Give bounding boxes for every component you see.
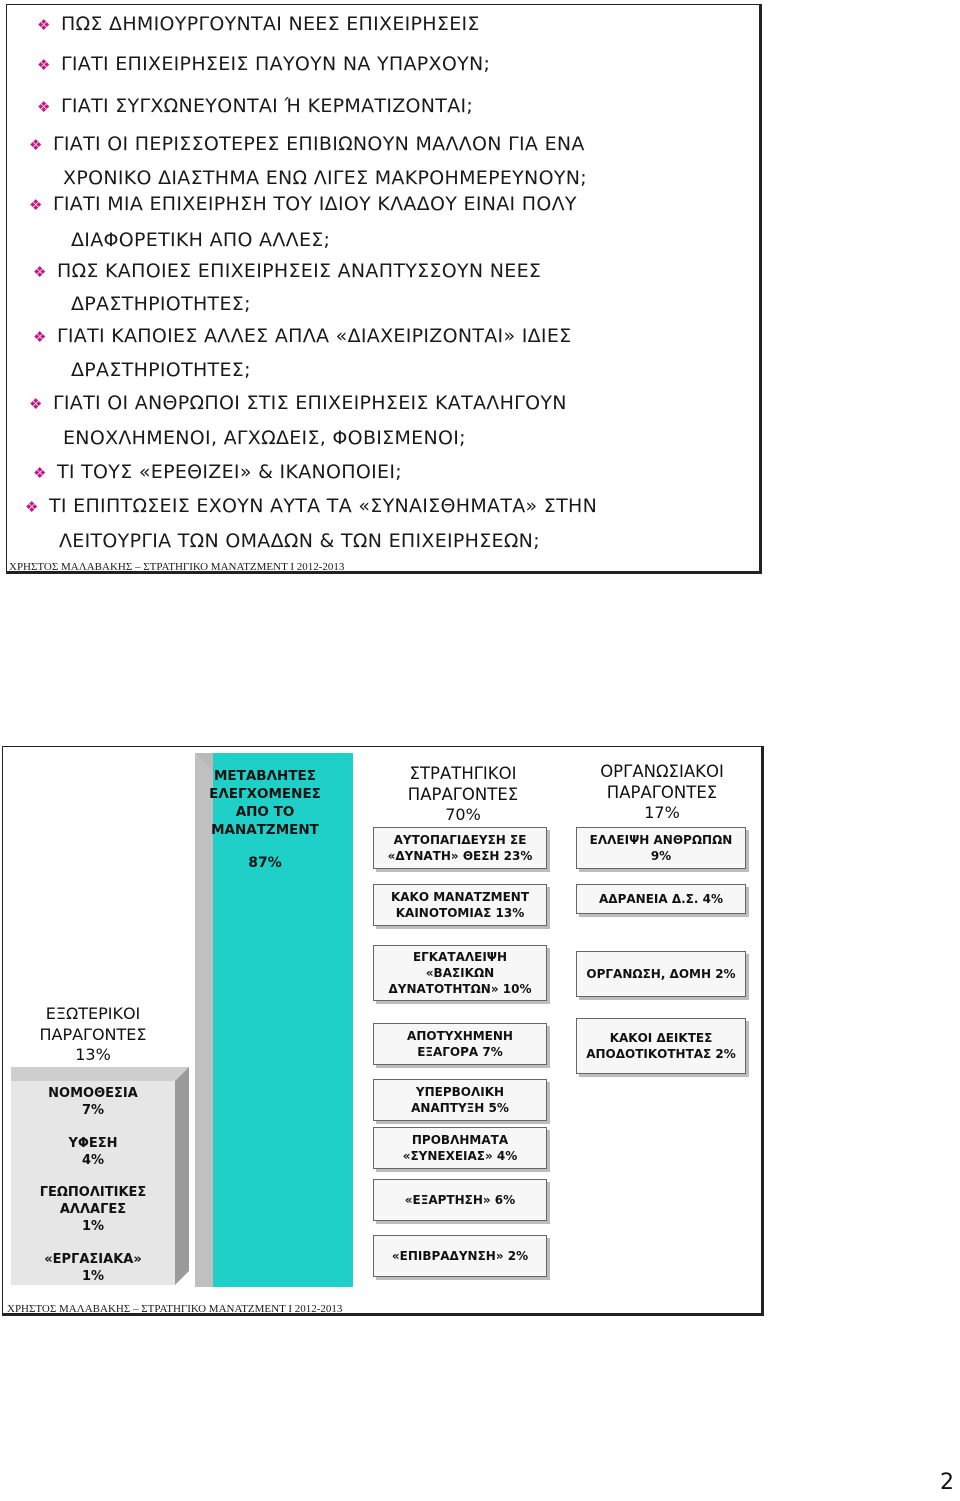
slide2-footer: ΧΡΗΣΤΟΣ ΜΑΛΑΒΑΚΗΣ – ΣΤΡΑΤΗΓΙΚΟ ΜΑΝΑΤΖΜΕΝΤ Ι 2012-2013 <box>7 1303 343 1315</box>
external-column-top <box>11 1067 189 1081</box>
strategic-item-8: «ΕΠΙΒΡΑΔΥΝΣΗ» 2% <box>373 1235 547 1277</box>
controlled-value: 87% <box>248 855 282 871</box>
diamond-bullet-icon: ❖ <box>33 328 47 346</box>
external-item-labor: «ΕΡΓΑΣΙΑΚΑ» 1% <box>44 1252 142 1284</box>
external-value: 13% <box>75 1045 111 1064</box>
slide-questions <box>6 4 762 574</box>
strategic-item-1: ΑΥΤΟΠΑΓΙΔΕΥΣΗ ΣΕ «ΔΥΝΑΤΗ» ΘΕΣΗ 23% <box>373 827 547 869</box>
diamond-bullet-icon: ❖ <box>37 56 51 74</box>
bullet-5: ❖ ΓΙΑΤΙ ΜΙΑ ΕΠΙΧΕΙΡΗΣΗ ΤΟΥ ΙΔΙΟΥ ΚΛΑΔΟΥ ΕΙΝΑΙ ΠΟΛΥ <box>29 193 577 215</box>
strategic-item-5: ΥΠΕΡΒΟΛΙΚΗ ΑΝΑΠΤΥΞΗ 5% <box>373 1079 547 1121</box>
external-item-legislation: ΝΟΜΟΘΕΣΙΑ 7% <box>48 1086 138 1118</box>
slide-factors <box>2 746 764 1316</box>
bullet-4-cont: ΧΡΟΝΙΚΟ ΔΙΑΣΤΗΜΑ ΕΝΩ ΛΙΓΕΣ ΜΑΚΡΟΗΜΕΡΕΥΝΟΥΝ; <box>63 167 587 189</box>
organizational-item-3: ΟΡΓΑΝΩΣΗ, ΔΟΜΗ 2% <box>576 951 746 997</box>
strategic-item-2: ΚΑΚΟ ΜΑΝΑΤΖΜΕΝΤ ΚΑΙΝΟΤΟΜΙΑΣ 13% <box>373 884 547 926</box>
external-column-side <box>175 1067 189 1285</box>
bullet-7: ❖ ΓΙΑΤΙ ΚΑΠΟΙΕΣ ΑΛΛΕΣ ΑΠΛΑ «ΔΙΑΧΕΙΡΙΖΟΝΤΑΙ» ΙΔΙΕΣ <box>33 325 572 347</box>
strategic-item-6: ΠΡΟΒΛΗΜΑΤΑ «ΣΥΝΕΧΕΙΑΣ» 4% <box>373 1127 547 1169</box>
strategic-item-7: «ΕΞΑΡΤΗΣΗ» 6% <box>373 1179 547 1221</box>
bullet-10: ❖ ΤΙ ΕΠΙΠΤΩΣΕΙΣ ΕΧΟΥΝ ΑΥΤΑ ΤΑ «ΣΥΝΑΙΣΘΗΜΑΤΑ» ΣΤΗΝ <box>25 495 598 517</box>
bullet-3: ❖ ΓΙΑΤΙ ΣΥΓΧΩΝΕΥΟΝΤΑΙ Ή ΚΕΡΜΑΤΙΖΟΝΤΑΙ; <box>37 95 474 117</box>
bullet-5-cont: ΔΙΑΦΟΡΕΤΙΚΗ ΑΠΟ ΑΛΛΕΣ; <box>71 229 331 251</box>
external-title: ΕΞΩΤΕΡΙΚΟΙ ΠΑΡΑΓΟΝΤΕΣ <box>39 1004 147 1044</box>
controlled-title: ΜΕΤΑΒΛΗΤΕΣ ΕΛΕΓΧΟΜΕΝΕΣ ΑΠΟ ΤΟ ΜΑΝΑΤΖΜΕΝΤ <box>209 768 321 838</box>
diamond-bullet-icon: ❖ <box>29 196 43 214</box>
organizational-title: ΟΡΓΑΝΩΣΙΑΚΟΙ ΠΑΡΑΓΟΝΤΕΣ <box>600 762 724 802</box>
bullet-6: ❖ ΠΩΣ ΚΑΠΟΙΕΣ ΕΠΙΧΕΙΡΗΣΕΙΣ ΑΝΑΠΤΥΣΣΟΥΝ ΝΕΕΣ <box>33 260 542 282</box>
diamond-bullet-icon: ❖ <box>37 16 51 34</box>
diamond-bullet-icon: ❖ <box>29 136 43 154</box>
bullet-7-cont: ΔΡΑΣΤΗΡΙΟΤΗΤΕΣ; <box>71 359 251 381</box>
bullet-6-cont: ΔΡΑΣΤΗΡΙΟΤΗΤΕΣ; <box>71 293 251 315</box>
bullet-1: ❖ ΠΩΣ ΔΗΜΙΟΥΡΓΟΥΝΤΑΙ ΝΕΕΣ ΕΠΙΧΕΙΡΗΣΕΙΣ <box>37 13 480 35</box>
strategic-title: ΣΤΡΑΤΗΓΙΚΟΙ ΠΑΡΑΓΟΝΤΕΣ <box>407 764 519 804</box>
diamond-bullet-icon: ❖ <box>29 395 43 413</box>
bullet-8: ❖ ΓΙΑΤΙ ΟΙ ΑΝΘΡΩΠΟΙ ΣΤΙΣ ΕΠΙΧΕΙΡΗΣΕΙΣ ΚΑΤΑΛΗΓΟΥΝ <box>29 392 567 414</box>
page-number: 2 <box>940 1470 954 1495</box>
diamond-bullet-icon: ❖ <box>25 498 39 516</box>
organizational-item-2: ΑΔΡΑΝΕΙΑ Δ.Σ. 4% <box>576 884 746 914</box>
organizational-value: 17% <box>644 803 680 822</box>
strategic-item-3: ΕΓΚΑΤΑΛΕΙΨΗ «ΒΑΣΙΚΩΝ ΔΥΝΑΤΟΤΗΤΩΝ» 10% <box>373 945 547 1001</box>
bullet-4: ❖ ΓΙΑΤΙ ΟΙ ΠΕΡΙΣΣΟΤΕΡΕΣ ΕΠΙΒΙΩΝΟΥΝ ΜΑΛΛΟΝ ΓΙΑ ΕΝΑ <box>29 133 585 155</box>
external-item-geopolitics: ΓΕΩΠΟΛΙΤΙΚΕΣ ΑΛΛΑΓΕΣ 1% <box>39 1185 147 1234</box>
slide1-footer: ΧΡΗΣΤΟΣ ΜΑΛΑΒΑΚΗΣ – ΣΤΡΑΤΗΓΙΚΟ ΜΑΝΑΤΖΜΕΝΤ Ι 2012-2013 <box>9 561 345 573</box>
diamond-bullet-icon: ❖ <box>33 263 47 281</box>
bullet-2: ❖ ΓΙΑΤΙ ΕΠΙΧΕΙΡΗΣΕΙΣ ΠΑΥΟΥΝ ΝΑ ΥΠΑΡΧΟΥΝ; <box>37 53 491 75</box>
bullet-10-cont: ΛΕΙΤΟΥΡΓΙΑ ΤΩΝ ΟΜΑΔΩΝ & ΤΩΝ ΕΠΙΧΕΙΡΗΣΕΩΝ; <box>59 530 540 552</box>
bullet-9: ❖ ΤΙ ΤΟΥΣ «ΕΡΕΘΙΖΕΙ» & ΙΚΑΝΟΠΟΙΕΙ; <box>33 461 402 483</box>
strategic-item-4: ΑΠΟΤΥΧΗΜΕΝΗ ΕΞΑΓΟΡΑ 7% <box>373 1023 547 1065</box>
external-item-recession: ΥΦΕΣΗ 4% <box>68 1136 118 1168</box>
diamond-bullet-icon: ❖ <box>37 98 51 116</box>
organizational-item-4: ΚΑΚΟΙ ΔΕΙΚΤΕΣ ΑΠΟΔΟΤΙΚΟΤΗΤΑΣ 2% <box>576 1018 746 1074</box>
bullet-8-cont: ΕΝΟΧΛΗΜΕΝΟΙ, ΑΓΧΩΔΕΙΣ, ΦΟΒΙΣΜΕΝΟΙ; <box>63 427 466 449</box>
strategic-value: 70% <box>445 805 481 824</box>
organizational-item-1: ΕΛΛΕΙΨΗ ΑΝΘΡΩΠΩΝ 9% <box>576 827 746 869</box>
diamond-bullet-icon: ❖ <box>33 464 47 482</box>
